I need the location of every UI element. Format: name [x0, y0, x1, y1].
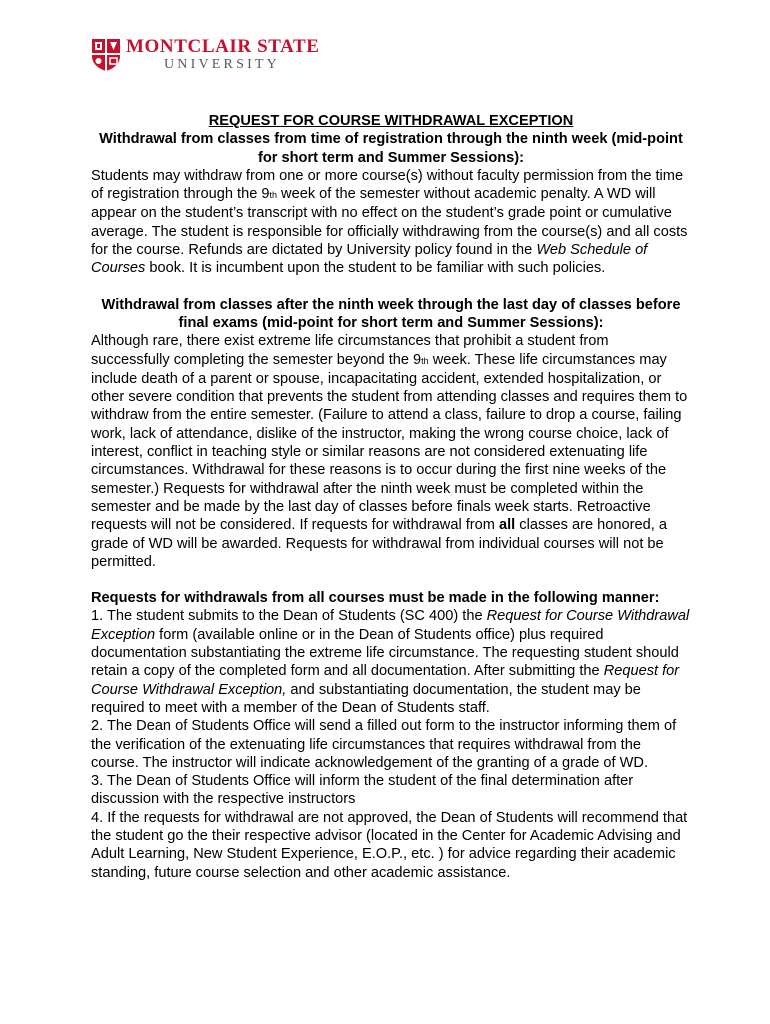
university-shield-icon [91, 38, 121, 72]
section3-heading: Requests for withdrawals from all courses must be made in the following manner: [91, 590, 660, 607]
text-run: Request for Course Withdrawal Exception [91, 608, 690, 643]
logo-name-line2: UNIVERSITY [164, 57, 280, 72]
text-run: 3. The Dean of Students Office will inform the student of the final determination after discussion with the respective instructors [91, 773, 634, 808]
text-run: Students may withdraw from one or more course(s) without faculty permission from the time of registration through the 9 [91, 167, 684, 203]
university-logo [91, 37, 320, 72]
text-run: Although rare, there exist extreme life circumstances that prohibit a student from successfully completing the semester beyond the 9 [91, 333, 609, 368]
text-run: form (available online or in the Dean of Students office) plus required documentation substantiating the extreme life circumstance. The requesting student should retain a copy of the completed form and all documentation. After submitting the [91, 626, 679, 680]
text-run: all [499, 517, 516, 534]
section2-body [91, 332, 691, 571]
procedure-step-2 [91, 717, 691, 772]
text-run: and substantiating documentation, the student may be required to meet with a member of the Dean of Students staff. [91, 681, 641, 716]
procedure-step-3 [91, 772, 691, 809]
procedure-step-1 [91, 607, 691, 717]
document-title: REQUEST FOR COURSE WITHDRAWAL EXCEPTION [208, 113, 574, 129]
text-run: week. These life circumstances may include death of a parent or spouse, incapacitating accident, extended hospitalization, or other severe condition that prevents the student from attending classes and requires them to withdraw from the entire semester. (Failure to attend a class, failure to drop a course, failing work, lack of attendance, dislike of the instructor, making the wrong course choice, lack of interest, conflict in teaching style or similar reasons are not considered extenuating life circumstances. Withdrawal for these reasons is to occur during the first nine weeks of the semester.) Requests for withdrawal after the ninth week must be completed within the semester and be made by the last day of classes before finals week starts. Retroactive requests will not be considered. If requests for withdrawal from [91, 351, 688, 534]
text-run: book. It is incumbent upon the student to be familiar with such policies. [145, 260, 606, 277]
section1-body [91, 167, 691, 278]
text-run: Request for Course Withdrawal Exception, [91, 663, 680, 698]
logo-name-line1: MONTCLAIR STATE [126, 36, 320, 57]
section2-heading: Withdrawal from classes after the ninth week through the last day of classes before final exams (mid-point for short term and Summer Sessions): [101, 296, 681, 331]
text-run: th [269, 190, 277, 201]
text-run: 4. If the requests for withdrawal are not approved, the Dean of Students will recommend that the student go the their respective advisor (located in the Center for Academic Advising and Adult Learning, New Student Experience, E.O.P., etc. ) for advice regarding their academic standing, future course selection and other academic assistance. [91, 809, 688, 881]
document-body [91, 112, 691, 882]
section1-heading: Withdrawal from classes from time of registration through the ninth week (mid-point for short term and Summer Sessions): [99, 131, 683, 166]
text-run: 1. The student submits to the Dean of Students (SC 400) the [91, 608, 487, 625]
text-run: th [421, 355, 429, 366]
text-run: classes are honored, a grade of WD will be awarded. Requests for withdrawal from individual courses will not be permitted. [91, 517, 667, 570]
text-run: 2. The Dean of Students Office will send a filled out form to the instructor informing them of the verification of the extenuating life circumstances that requires withdrawal from the course. The instructor will indicate acknowledgement of the granting of a grade of WD. [91, 718, 677, 771]
text-run: Web Schedule of Courses [91, 242, 648, 277]
procedure-step-4 [91, 809, 691, 882]
text-run: week of the semester without academic penalty. A WD will appear on the student’s transcript with no effect on the student’s grade point or cumulative average. The student is responsible for officially withdrawing from the course(s) and all costs for the course. Refunds are dictated by University policy found in the [91, 186, 688, 259]
